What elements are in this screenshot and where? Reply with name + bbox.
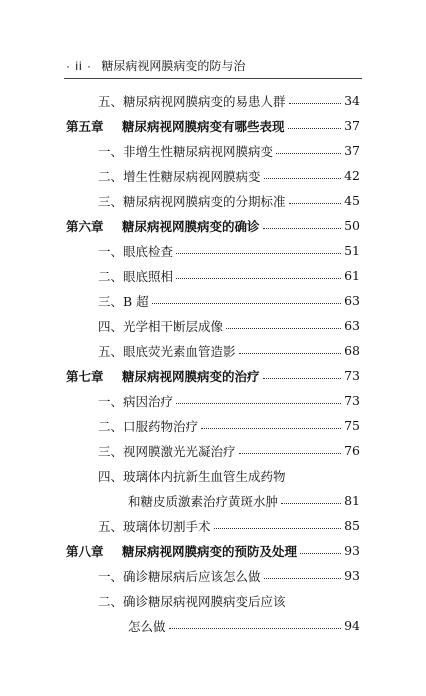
dot-leader	[288, 127, 342, 129]
toc-page-number: 34	[344, 93, 360, 108]
toc-page-number: 73	[344, 368, 360, 383]
toc-section-row	[66, 338, 360, 363]
book-title: 糖尿病视网膜病变的防与治	[101, 59, 246, 73]
running-header	[66, 58, 360, 74]
toc-chapter-row	[66, 538, 360, 563]
toc-entry-title: 一、眼底检查	[98, 243, 174, 259]
toc-section-row	[66, 588, 360, 613]
toc-entry-title: 和糖皮质激素治疗黄斑水肿	[128, 493, 279, 509]
toc-page-number: 75	[344, 418, 360, 433]
dot-leader	[214, 527, 342, 529]
dot-leader	[263, 377, 342, 379]
dot-leader	[239, 452, 342, 454]
toc-page-number: 73	[344, 393, 360, 408]
toc-section-row	[66, 463, 360, 488]
toc-section-row	[66, 88, 360, 113]
toc-page-number: 61	[344, 268, 360, 283]
chapter-number: 第八章	[66, 543, 104, 559]
dot-leader	[176, 402, 341, 404]
toc-page-number: 76	[344, 443, 360, 458]
toc-page-number: 81	[344, 493, 360, 508]
toc-entry-title: 怎么做	[128, 618, 166, 634]
toc-entry-title: 三、视网膜激光光凝治疗	[98, 443, 236, 459]
page-marker: · ii ·	[66, 59, 92, 73]
toc-section-row	[66, 438, 360, 463]
toc-entry-continuation	[66, 613, 360, 638]
toc-entry-title: 糖尿病视网膜病变有哪些表现	[122, 118, 285, 134]
toc-entry-title: 糖尿病视网膜病变的确诊	[122, 218, 260, 234]
dot-leader	[264, 177, 342, 179]
dot-leader	[289, 202, 342, 204]
toc-page-number: 37	[344, 143, 360, 158]
toc-chapter-row	[66, 363, 360, 388]
toc-section-row	[66, 313, 360, 338]
toc-entry-title: 一、非增生性糖尿病视网膜病变	[98, 143, 274, 159]
toc-entry-title: 二、口服药物治疗	[98, 418, 199, 434]
toc-entry-title: 四、光学相干断层成像	[98, 318, 224, 334]
toc-chapter-row	[66, 213, 360, 238]
dot-leader	[263, 227, 342, 229]
toc-page-number: 93	[344, 543, 360, 558]
toc-entry-title: 二、确诊糖尿病视网膜病变后应该	[98, 593, 286, 609]
toc-entry-title: 三、B 超	[98, 293, 149, 309]
toc-page-number: 37	[344, 118, 360, 133]
toc-entry-title: 五、玻璃体切割手术	[98, 518, 211, 534]
toc-page-number: 45	[344, 193, 360, 208]
dot-leader	[264, 577, 342, 579]
toc-page-number: 42	[344, 168, 360, 183]
toc-entry-title: 四、玻璃体内抗新生血管生成药物	[98, 468, 286, 484]
toc-entry-continuation	[66, 488, 360, 513]
toc-entry-title: 五、糖尿病视网膜病变的易患人群	[98, 93, 286, 109]
chapter-number: 第七章	[66, 368, 104, 384]
toc-section-row	[66, 413, 360, 438]
chapter-number: 第五章	[66, 118, 104, 134]
toc-page-number: 68	[344, 343, 360, 358]
toc-page-number: 51	[344, 243, 360, 258]
toc-entry-title: 二、眼底照相	[98, 268, 174, 284]
toc-entry-title: 糖尿病视网膜病变的治疗	[122, 368, 260, 384]
toc-page-number: 50	[344, 218, 360, 233]
toc-entry-title: 一、病因治疗	[98, 393, 174, 409]
table-of-contents	[66, 88, 360, 638]
dot-leader	[169, 627, 342, 629]
dot-leader	[226, 327, 341, 329]
dot-leader	[281, 502, 341, 504]
toc-page-number: 85	[344, 518, 360, 533]
toc-section-row	[66, 238, 360, 263]
toc-page-number: 94	[344, 618, 360, 633]
toc-entry-title: 五、眼底荧光素血管造影	[98, 343, 236, 359]
dot-leader	[239, 352, 342, 354]
toc-section-row	[66, 263, 360, 288]
dot-leader	[300, 552, 341, 554]
toc-section-row	[66, 188, 360, 213]
toc-section-row	[66, 138, 360, 163]
header-rule	[64, 78, 362, 79]
dot-leader	[152, 302, 341, 304]
chapter-number: 第六章	[66, 218, 104, 234]
toc-section-row	[66, 563, 360, 588]
dot-leader	[176, 277, 341, 279]
dot-leader	[276, 152, 341, 154]
toc-entry-title: 三、糖尿病视网膜病变的分期标准	[98, 193, 286, 209]
toc-chapter-row	[66, 113, 360, 138]
dot-leader	[176, 252, 341, 254]
dot-leader	[201, 427, 341, 429]
toc-section-row	[66, 163, 360, 188]
toc-entry-title: 一、确诊糖尿病后应该怎么做	[98, 568, 261, 584]
toc-page-number: 93	[344, 568, 360, 583]
toc-page-number: 63	[344, 318, 360, 333]
toc-entry-title: 糖尿病视网膜病变的预防及处理	[122, 543, 298, 559]
toc-entry-title: 二、增生性糖尿病视网膜病变	[98, 168, 261, 184]
toc-section-row	[66, 513, 360, 538]
dot-leader	[289, 102, 342, 104]
toc-page-number: 63	[344, 293, 360, 308]
toc-section-row	[66, 388, 360, 413]
toc-section-row	[66, 288, 360, 313]
